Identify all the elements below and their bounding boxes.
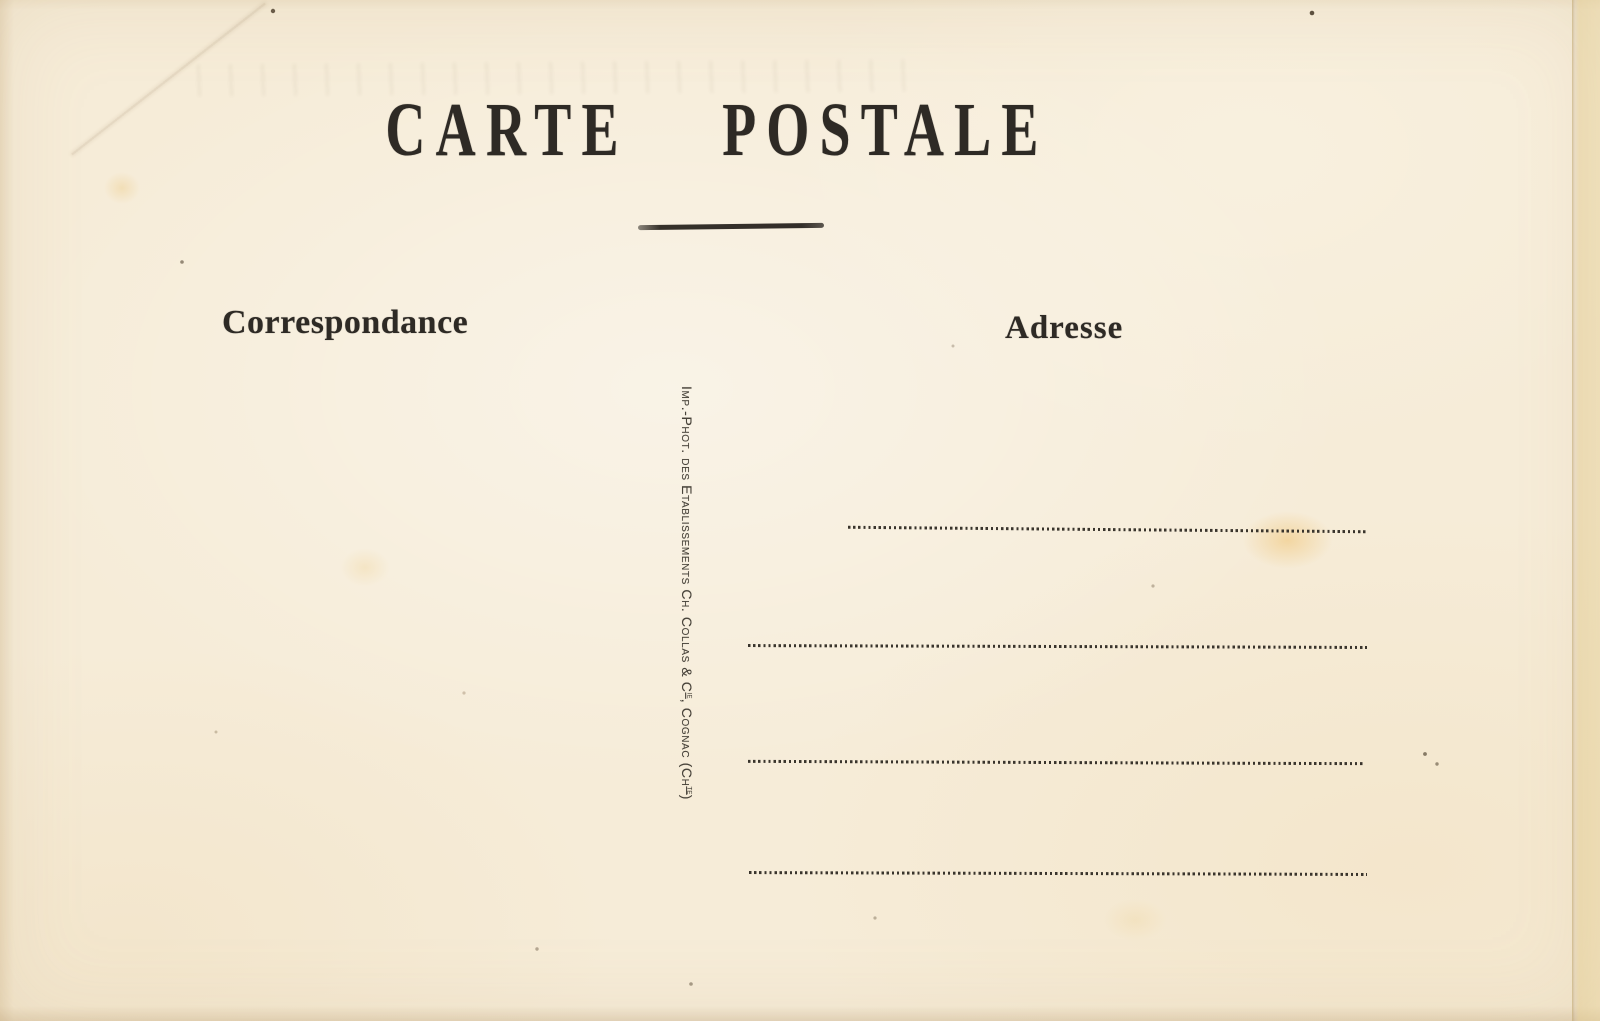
printer-imprint-text: ) [679,794,695,800]
paper-stain [96,165,148,211]
card-right-edge [1572,0,1600,1021]
title-divider [638,223,824,230]
paper-stain [330,540,400,595]
printer-imprint [680,386,695,864]
foxing-specks [0,0,2,2]
correspondence-label: Correspondance [222,304,469,341]
printer-imprint-text: , Cognac (Ch [679,698,695,787]
card-title: CARTE POSTALE [385,88,1049,172]
address-line [848,526,1366,533]
paper-stain [1225,500,1350,580]
address-label: Adresse [1005,310,1124,346]
address-line [748,644,1367,649]
printer-imprint-sup: te [685,786,696,795]
address-line [748,760,1365,765]
printer-imprint-text: Imp.-Phot. des Etablissements Ch. Collas & C [679,386,695,693]
address-line [749,871,1367,876]
printer-imprint-sup: ie [685,692,696,699]
paper-stain [1090,890,1180,950]
